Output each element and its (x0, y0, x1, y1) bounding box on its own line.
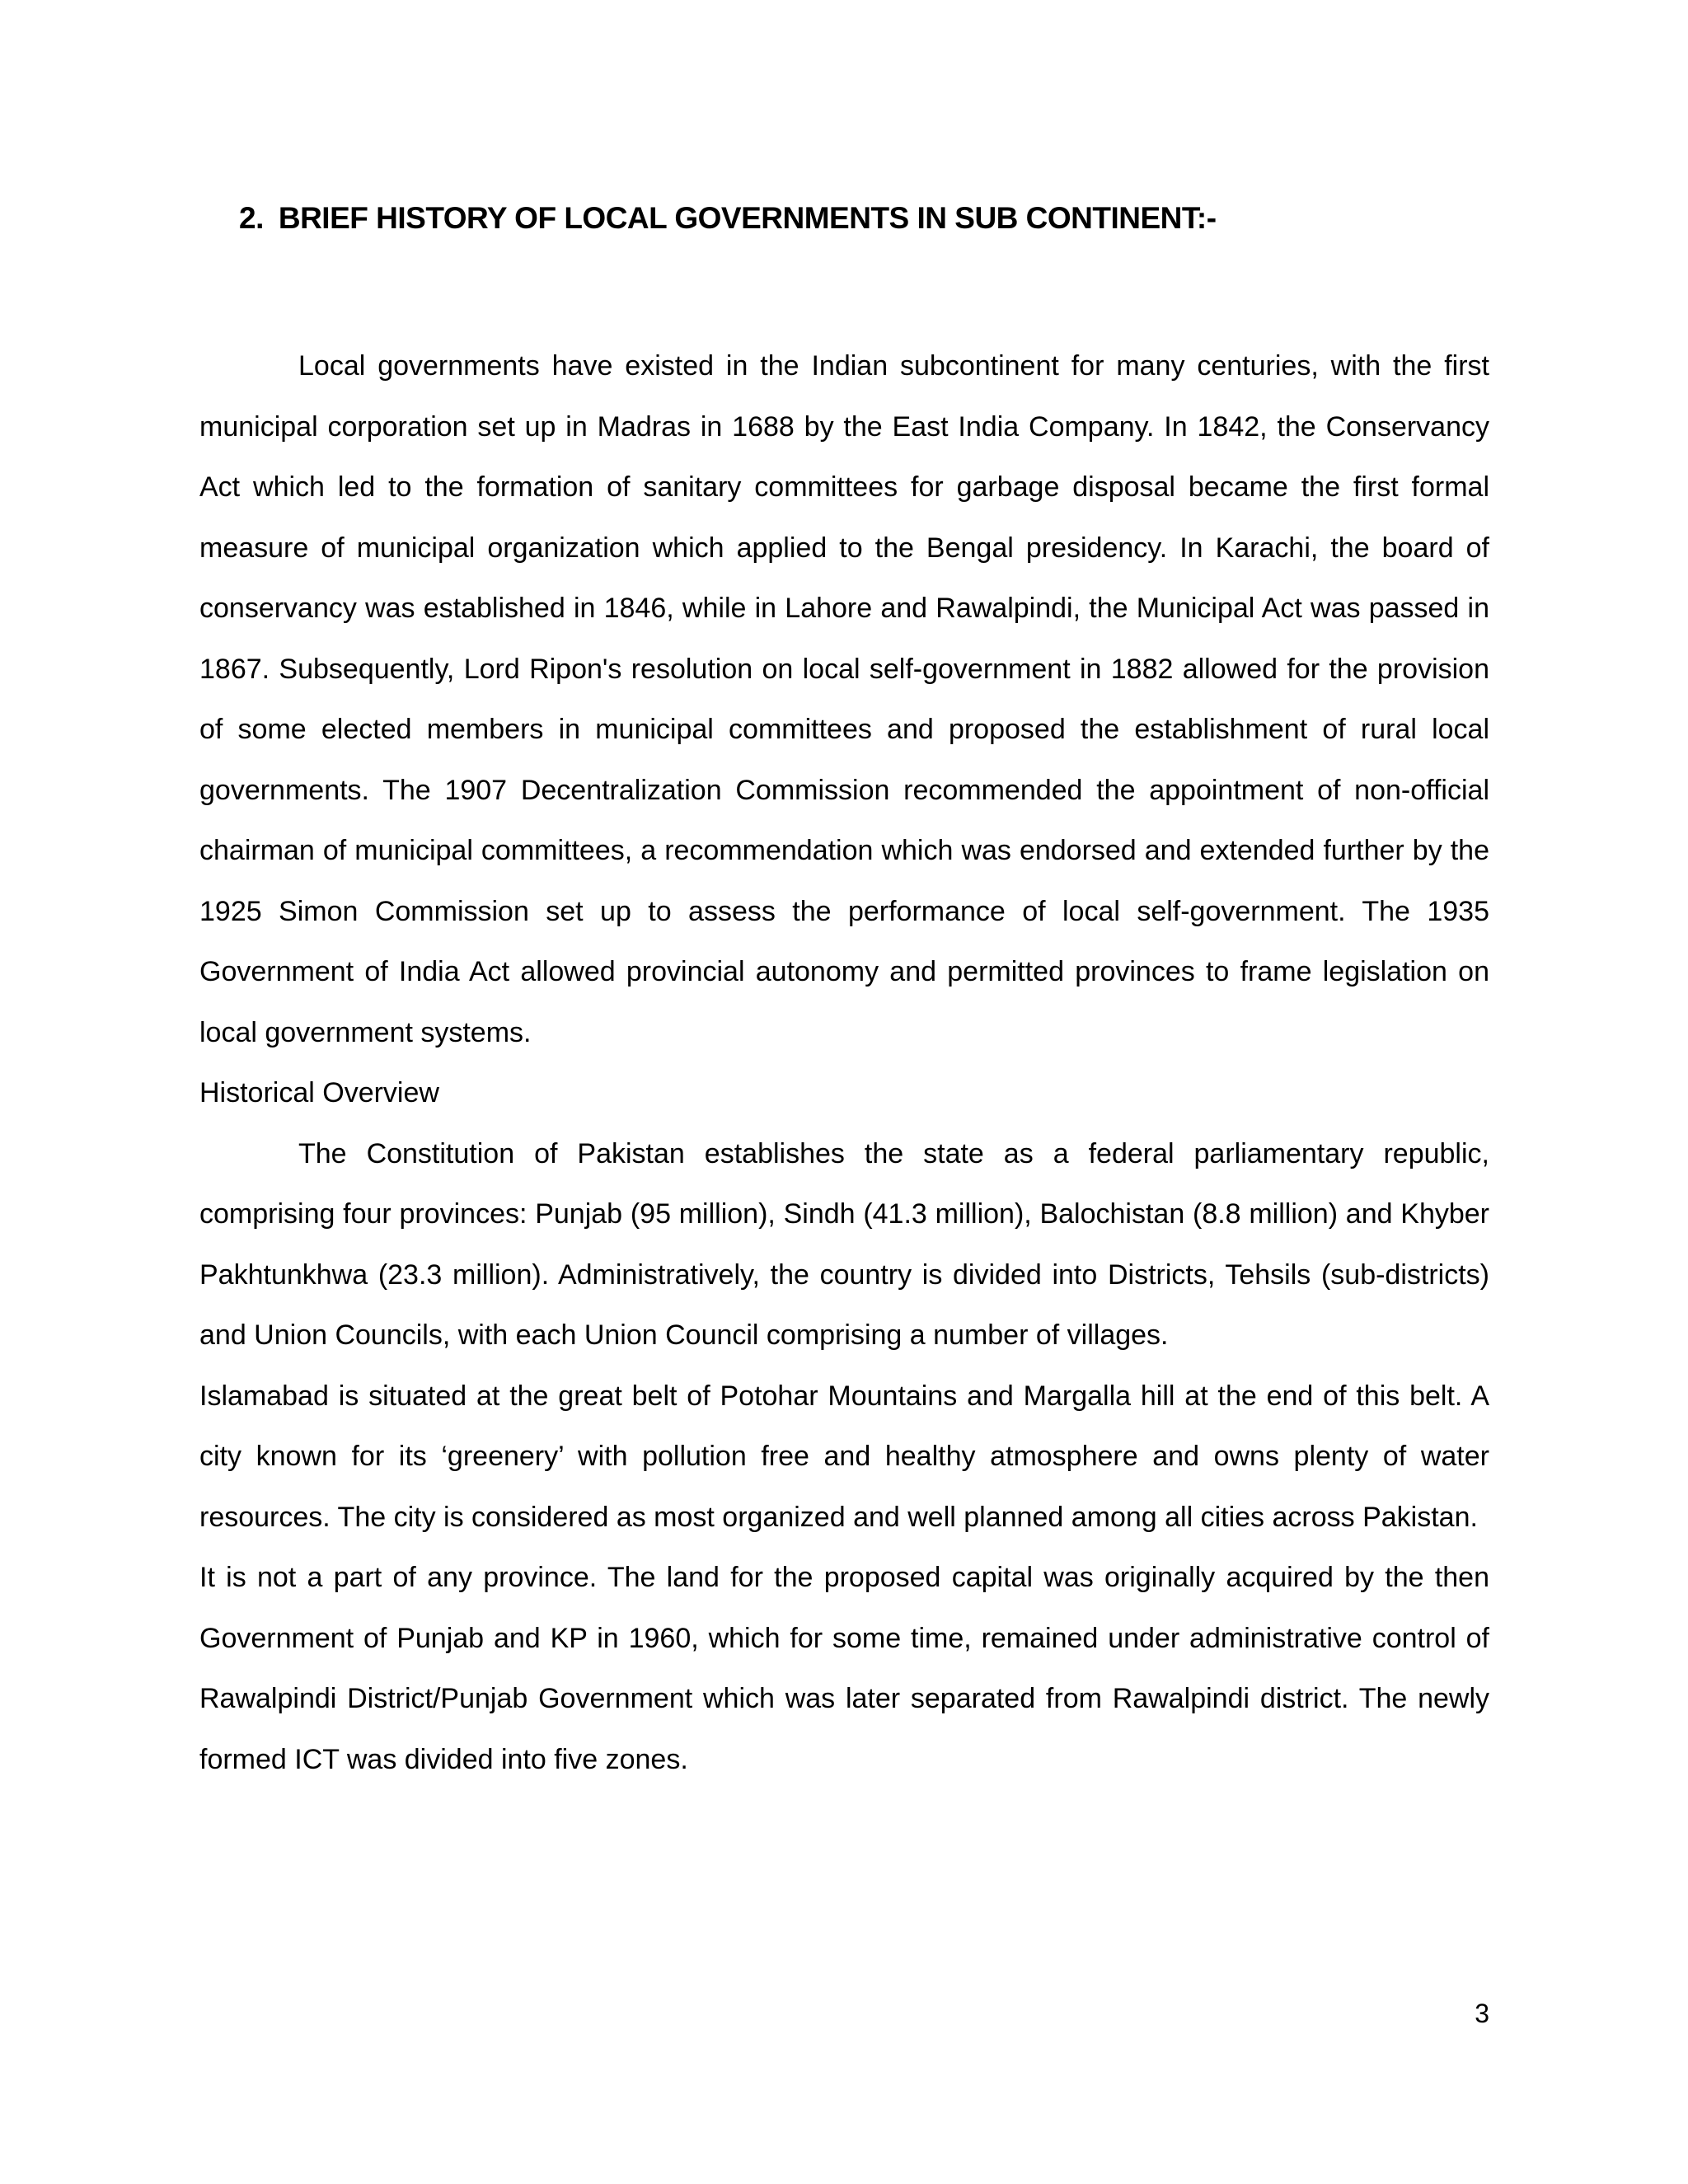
paragraph-constitution: The Constitution of Pakistan establishes the state as a federal parliamentary republic, comprising four provinces: Punjab (95 million), Sindh (41.3 million), Balochistan (8.8 million) and Khyber Pakhtunkhwa (23.3 million). Administratively, the country is divided into Districts, Tehsils (sub-districts) and Union Councils, with each Union Council comprising a number of villages. (199, 1137, 1489, 1351)
paragraph-ict: It is not a part of any province. The land for the proposed capital was originally acquired by the then Government of Punjab and KP in 1960, which for some time, remained under administrative control of Rawalpindi District/Punjab Government which was later separated from Rawalpindi district. The newly formed ICT was divided into five zones. (199, 1562, 1489, 1775)
paragraph-islamabad: Islamabad is situated at the great belt of Potohar Mountains and Margalla hill at the end of this belt. A city known for its ‘greenery’ with pollution free and healthy atmosphere and owns plenty of water resources. The city is considered as most organized and well planned among all cities across Pakistan. (199, 1380, 1489, 1533)
paragraph-local-governments: Local governments have existed in the Indian subcontinent for many centuries, with the first municipal corporation set up in Madras in 1688 by the East India Company. In 1842, the Conservancy Act which led to the formation of sanitary committees for garbage disposal became the first formal measure of municipal organization which applied to the Bengal presidency. In Karachi, the board of conservancy was established in 1846, while in Lahore and Rawalpindi, the Municipal Act was passed in 1867. Subsequently, Lord Ripon's resolution on local self-government in 1882 allowed for the provision of some elected members in municipal committees and proposed the establishment of rural local governments. The 1907 Decentralization Commission recommended the appointment of non-official chairman of municipal committees, a recommendation which was endorsed and extended further by the 1925 Simon Commission set up to assess the performance of local self-government. The 1935 Government of India Act allowed provincial autonomy and permitted provinces to frame legislation on local government systems. (199, 350, 1489, 1048)
page-number: 3 (1475, 1999, 1489, 2028)
body-text (199, 336, 1489, 1790)
section-heading (239, 201, 1217, 236)
subheading-historical-overview: Historical Overview (199, 1077, 439, 1108)
section-number: 2. (239, 201, 264, 235)
section-title: BRIEF HISTORY OF LOCAL GOVERNMENTS IN SUB CONTINENT:- (278, 201, 1217, 235)
